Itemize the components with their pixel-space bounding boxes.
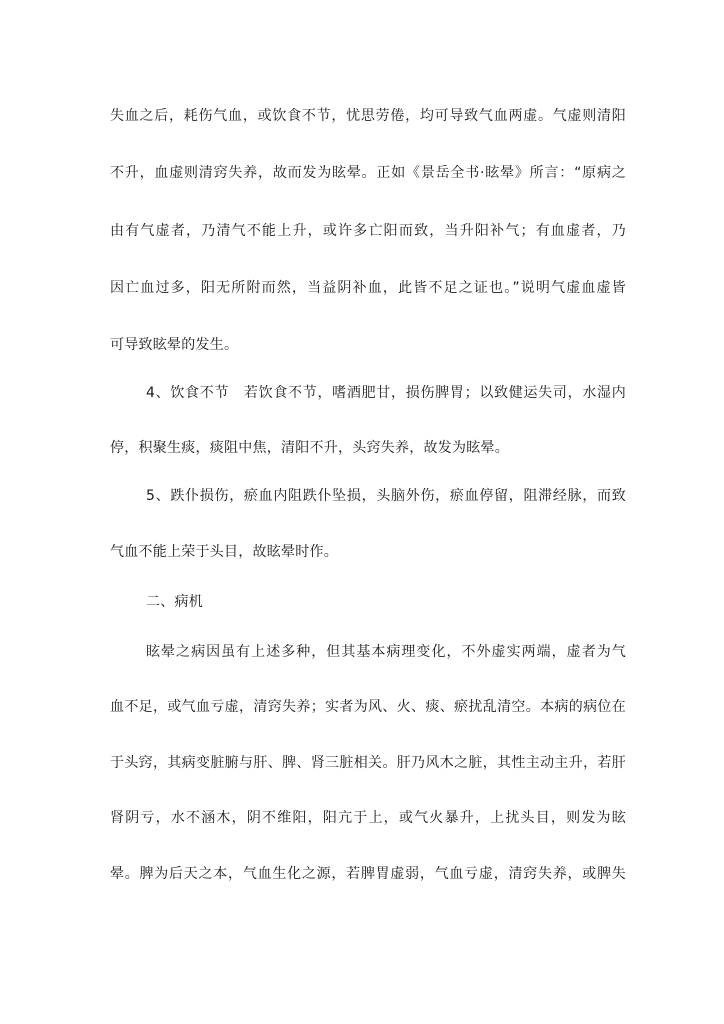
text-line: 可导致眩晕的发生。 xyxy=(110,337,239,353)
text-line: 血不足，或气血亏虚，清窍失养；实者为风、火、痰、瘀扰乱清空。本病的病位在 xyxy=(110,699,626,715)
text-line: 于头窍，其病变脏腑与肝、脾、肾三脏相关。肝乃风木之脏，其性主动主升，若肝 xyxy=(110,755,626,771)
section-heading: 二、病机 xyxy=(146,594,203,610)
text-line: 由有气虚者，乃清气不能上升，或许多亡阳而致，当升阳补气；有血虚者，乃 xyxy=(110,223,626,239)
text-line: 停，积聚生痰，痰阻中焦，清阳不升，头窍失养，故发为眩晕。 xyxy=(110,440,509,456)
text-line: 气血不能上荣于头目，故眩晕时作。 xyxy=(110,544,338,560)
text-line: 晕。脾为后天之本，气血生化之源，若脾胃虚弱，气血亏虚，清窍失养，或脾失 xyxy=(110,866,626,882)
text-line: 5、跌仆损伤，瘀血内阻跌仆坠损，头脑外伤，瘀血停留，阻滞经脉，而致 xyxy=(146,488,626,504)
text-line: 失血之后，耗伤气血，或饮食不节，忧思劳倦，均可导致气血两虚。气虚则清阳 xyxy=(110,108,626,124)
text-line: 4、饮食不节 若饮食不节，嗜酒肥甘，损伤脾胃；以致健运失司，水湿内 xyxy=(146,385,626,401)
text-line: 肾阴亏，水不涵木，阴不维阳，阳亢于上，或气火暴升，上扰头目，则发为眩 xyxy=(110,810,626,826)
text-line: 因亡血过多，阳无所附而然，当益阴补血，此皆不足之证也。”说明气虚血虚皆 xyxy=(110,280,626,296)
text-line: 不升，血虚则清窍失养，故而发为眩晕。正如《景岳全书·眩晕》所言：“原病之 xyxy=(110,165,626,181)
text-line: 眩晕之病因虽有上述多种，但其基本病理变化，不外虚实两端，虚者为气 xyxy=(146,644,626,660)
